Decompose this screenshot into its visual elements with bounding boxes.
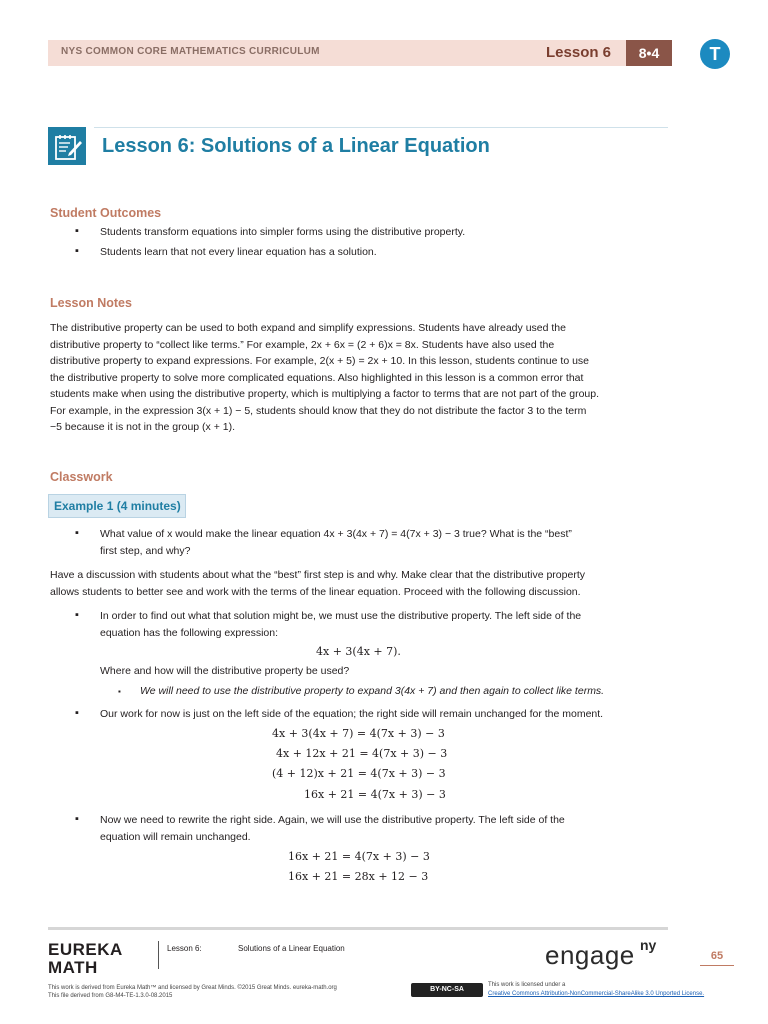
license-link[interactable]: Creative Commons Attribution-NonCommercial-ShareAlike 3.0 Unported License. xyxy=(488,991,705,997)
lesson-notes-line: −5 because it is not in the group (x + 1). xyxy=(50,421,236,433)
bullet-2-line-2: equation has the following expression: xyxy=(100,627,279,639)
discussion-line: Have a discussion with students about what the “best” first step is and why. Make clear that the distributive property xyxy=(50,569,585,581)
bullet-3-line: Our work for now is just on the left side of the equation; the right side will remain unchanged for the moment. xyxy=(100,708,604,720)
curriculum-label: NYS COMMON CORE MATHEMATICS CURRICULUM xyxy=(61,46,320,57)
equation-step: 4x + 3(4x + 7) = 4(7x + 3) − 3 xyxy=(272,727,445,740)
student-outcomes-heading: Student Outcomes xyxy=(50,206,162,220)
lesson-notes-line: The distributive property can be used to both expand and simplify expressions. Students have already used the xyxy=(50,322,566,334)
engageny-logo-superscript: ny xyxy=(640,937,657,953)
bullet-icon: ▪ xyxy=(75,609,79,621)
example-1-label: Example 1 (4 minutes) xyxy=(54,499,181,513)
outcome-2: Students learn that not every linear equation has a solution. xyxy=(100,246,377,258)
bullet-icon: ▪ xyxy=(75,813,79,825)
bullet-icon: ▪ xyxy=(75,225,79,237)
teacher-badge-icon: T xyxy=(700,39,730,69)
eureka-logo-line: EUREKA xyxy=(48,940,123,959)
question-line-1: What value of x would make the linear equation 4x + 3(4x + 7) = 4(7x + 3) − 3 true? What is the “best” xyxy=(100,528,572,540)
footer-lesson-title: Solutions of a Linear Equation xyxy=(238,944,345,953)
engageny-logo: engage xyxy=(545,940,635,970)
bullet-4-line-2: equation will remain unchanged. xyxy=(100,831,251,843)
bullet-2-answer: We will need to use the distributive property to expand 3(4x + 7) and then again to collect like terms. xyxy=(140,685,605,697)
bullet-icon: ▪ xyxy=(75,245,79,257)
eureka-math-logo xyxy=(48,941,123,977)
classwork-heading: Classwork xyxy=(50,470,113,484)
equation-step: (4 + 12)x + 21 = 4(7x + 3) − 3 xyxy=(272,767,446,780)
credit-line: This work is derived from Eureka Math™ and licensed by Great Minds. ©2015 Great Minds. eureka-math.org xyxy=(48,985,337,991)
footer-lesson-label: Lesson 6: xyxy=(167,944,202,953)
footer-rule xyxy=(48,927,668,930)
bullet-icon: ▪ xyxy=(75,527,79,539)
sub-bullet-icon: ▪ xyxy=(118,687,121,696)
page-title: Lesson 6: Solutions of a Linear Equation xyxy=(102,135,490,157)
lesson-notes-line: distributive property to expand expressions. For example, 2(x + 5) = 2x + 10. In this lesson, students continue to use xyxy=(50,355,590,367)
equation-step: 4x + 12x + 21 = 4(7x + 3) − 3 xyxy=(276,747,448,760)
license-text: This work is licensed under a xyxy=(488,982,566,988)
grade-module-badge: 8•4 xyxy=(626,40,672,66)
bullet-4-line-1: Now we need to rewrite the right side. Again, we will use the distributive property. The left side of the xyxy=(100,814,565,826)
lesson-notes-line: students make when using the distributive property, which is multiplying a factor to terms that are not part of the group. xyxy=(50,388,599,400)
math-logo-line: MATH xyxy=(48,958,98,977)
equation-step: 16x + 21 = 4(7x + 3) − 3 xyxy=(304,788,446,801)
lesson-notes-line: For example, in the expression 3(x + 1) − 5, students should know that they do not distribute the factor 3 to the term xyxy=(50,404,587,417)
equation-step: 16x + 21 = 4(7x + 3) − 3 xyxy=(288,850,430,863)
file-credit-line: This file derived from G8-M4-TE-1.3.0-08.2015 xyxy=(48,993,173,999)
equation-step: 16x + 21 = 28x + 12 − 3 xyxy=(288,870,429,883)
header-lesson: Lesson 6 xyxy=(546,44,612,61)
footer-divider xyxy=(158,941,159,969)
discussion-line: allows students to better see and work with the terms of the linear equation. Proceed with the following discussion. xyxy=(50,585,581,598)
bullet-icon: ▪ xyxy=(75,707,79,719)
lesson-notes-line: the distributive property to solve more complicated equations. Also highlighted in this lesson is a common error that xyxy=(50,371,584,384)
creative-commons-badge-icon: BY-NC-SA xyxy=(411,983,483,997)
bullet-2-question: Where and how will the distributive property be used? xyxy=(100,665,350,677)
lesson-notes-line: distributive property to “collect like terms.” For example, 2x + 6x = (2 + 6)x = 8x. Students have also used the xyxy=(50,338,555,351)
outcome-1: Students transform equations into simpler forms using the distributive property. xyxy=(100,226,466,238)
lesson-notepad-icon xyxy=(48,127,86,165)
lesson-notes-heading: Lesson Notes xyxy=(50,296,132,310)
bullet-2-line-1: In order to find out what that solution might be, we must use the distributive property. The left side of the xyxy=(100,610,582,622)
page-number: 65 xyxy=(700,950,734,966)
question-line-2: first step, and why? xyxy=(100,545,191,557)
expression: 4x + 3(4x + 7). xyxy=(316,645,401,658)
